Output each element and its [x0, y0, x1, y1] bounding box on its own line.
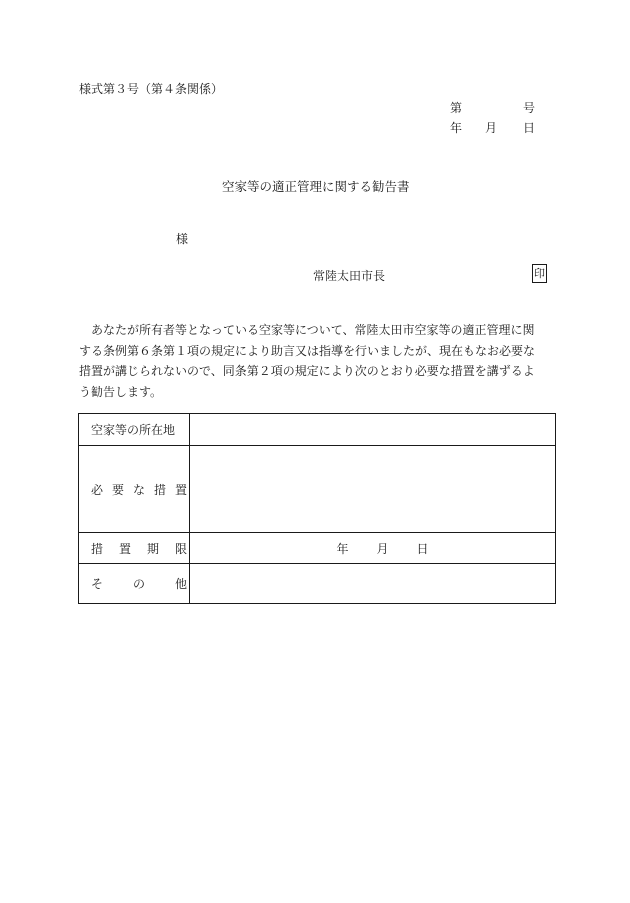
issue-year-label: 年: [450, 121, 463, 135]
body-line: う勧告します。: [79, 384, 163, 399]
label-char: な: [132, 482, 145, 497]
label-char: そ: [91, 577, 104, 591]
label-char: 置: [118, 541, 131, 556]
deadline-day-label: 日: [416, 541, 429, 556]
body-line: あなたが所有者等となっている空家等について、常陸太田市空家等の適正管理に関: [79, 323, 535, 337]
label-required-measures: [79, 446, 190, 533]
deadline-month-label: 月: [376, 541, 389, 556]
body-line: 措置が講じられないので、同条第２項の規定により次のとおり必要な措置を講ずるよ: [79, 364, 535, 378]
deadline-year-label: 年: [336, 541, 349, 556]
document-title: 空家等の適正管理に関する勧告書: [222, 179, 410, 194]
addressee-suffix: 様: [176, 232, 189, 246]
label-char: 要: [111, 482, 124, 497]
table-row-other: [79, 564, 556, 604]
document-number-prefix: 第: [450, 101, 463, 115]
value-required-measures[interactable]: [190, 446, 556, 533]
label-location: [79, 414, 190, 446]
issue-day-label: 日: [523, 121, 536, 135]
table-row-location: [79, 414, 556, 446]
value-deadline[interactable]: [190, 533, 556, 564]
label-char: 措: [153, 482, 166, 497]
label-deadline: [79, 533, 190, 564]
label-char: 他: [174, 577, 187, 591]
label-char: 期: [146, 541, 159, 556]
label-text: 空家等の所在地: [91, 423, 176, 437]
form-number: 様式第３号（第４条関係）: [79, 82, 224, 96]
label-char: の: [132, 577, 145, 591]
document-number-suffix: 号: [523, 101, 536, 115]
label-char: 置: [174, 482, 187, 497]
value-other[interactable]: [190, 564, 556, 604]
body-line: する条例第６条第１項の規定により助言又は指導を行いましたが、現在もなお必要な: [79, 343, 536, 358]
issue-month-label: 月: [485, 121, 498, 135]
recommendation-table: [78, 413, 556, 604]
label-other: [79, 564, 190, 604]
table-row-deadline: [79, 533, 556, 564]
body-paragraph: [79, 320, 559, 402]
label-char: 措: [91, 541, 104, 556]
label-char: 限: [174, 541, 187, 556]
label-char: 必: [91, 482, 104, 497]
value-location[interactable]: [190, 414, 556, 446]
seal-mark: 印: [532, 264, 547, 283]
issuer-name: 常陸太田市長: [313, 269, 386, 283]
table-row-required-measures: [79, 446, 556, 533]
